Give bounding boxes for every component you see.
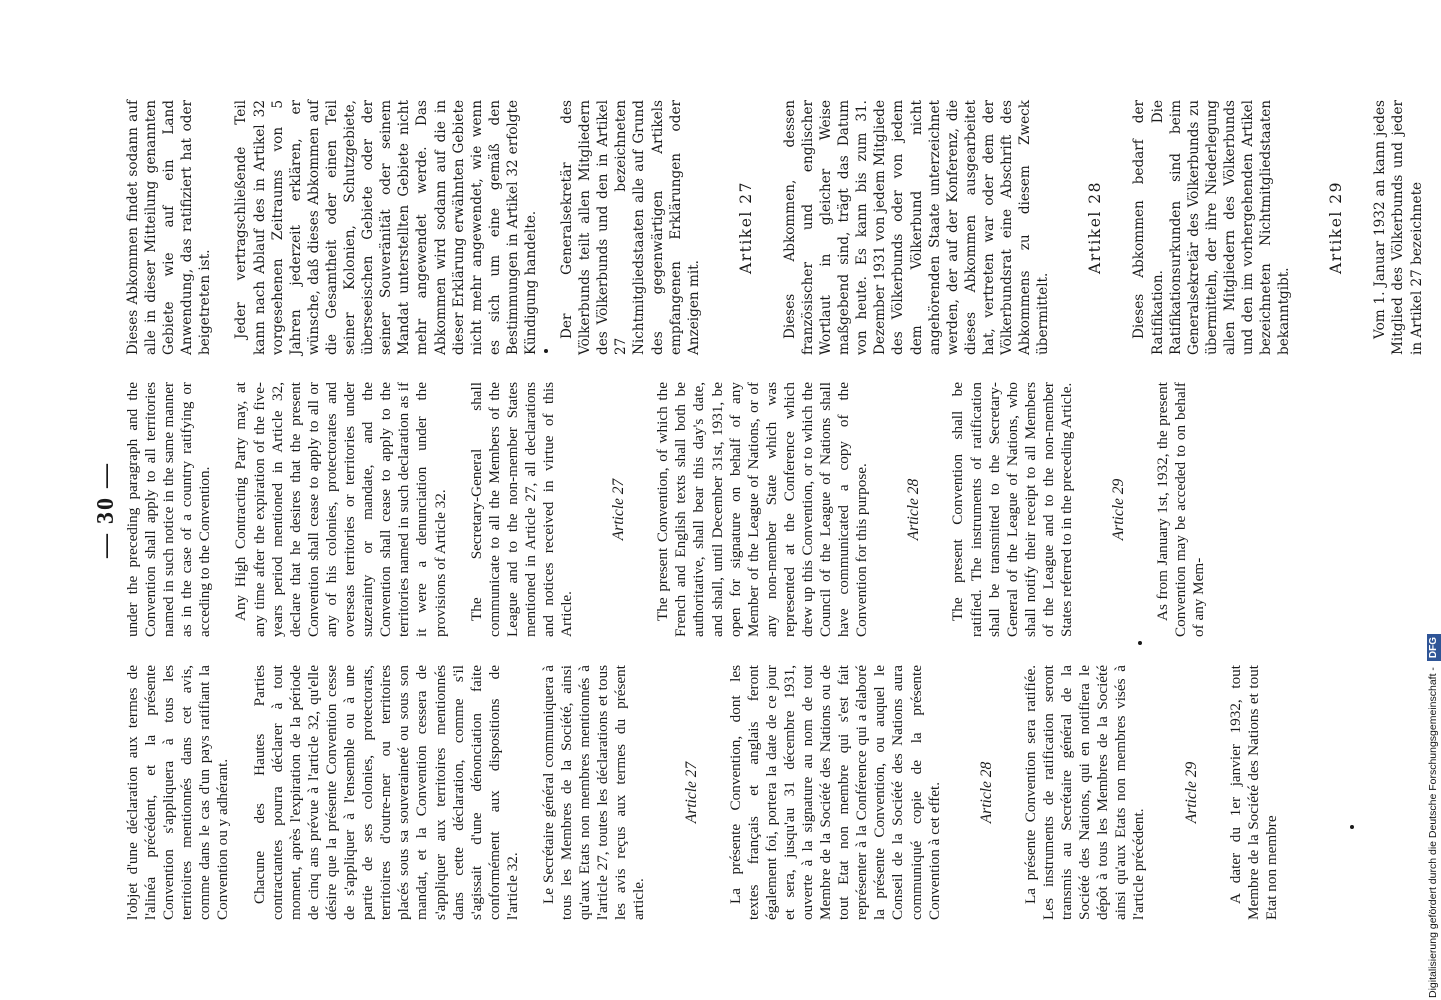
french-column bbox=[124, 665, 1294, 920]
watermark-text: Digitalisierung gefördert durch die Deutsche Forschungsgemeinschaft - bbox=[1427, 667, 1439, 998]
german-paragraph-2: Jeder vertragschließende Teil kann nach Ablauf des in Artikel 32 vorgesehenen Zeitraums von 5 Jahren jederzeit erklären, er wünsche, daß dieses Abkommen auf die Gesamtheit oder einen Teil seiner Kolonien, Schutzgebiete, überseeischen Gebiete oder der seiner Souveränität oder seinem Mandat unterstellten Gebiete nicht mehr angewendet werde. Das Abkommen wird sodann auf die in dieser Erklärung erwähnten Gebiete nicht mehr angewendet, wie wenn es sich um eine gemäß den Bestimmungen in Artikel 32 erfolgte Kündigung handelte. bbox=[233, 100, 539, 355]
page-number: — 30 — bbox=[93, 462, 119, 558]
german-column bbox=[124, 100, 1425, 355]
english-paragraph-3: The Secretary-General shall communicate to all the Members of the League and to the non-member States mentioned in Article 27, all declarations and notices received in virtue of this Article. bbox=[467, 382, 576, 637]
print-speck bbox=[544, 349, 548, 353]
german-article-27-text: Dieses Abkommen, dessen französischer und englischer Wortlaut in gleicher Weise maßgebend sind, trägt das Datum von heute. Es kann bis zum 31. Dezember 1931 von jedem Mitgliede des Völkerbunds oder von jedem dem Völkerbund nicht angehörenden Staate unterzeichnet werden, der auf der Konferenz, die dieses Abkommen ausgearbeitet hat, vertreten war oder dem der Völkerbundsrat eine Abschrift des Abkommens zu diesem Zweck übermittelt. bbox=[781, 100, 1052, 355]
german-paragraph-1: Dieses Abkommen findet sodann auf alle in dieser Mitteilung genannten Gebiete wie auf ein Land Anwendung, das ratifiziert hat oder beigetreten ist. bbox=[125, 100, 214, 355]
english-paragraph-1: under the preceding paragraph and the Convention shall apply to all territories named in such notice in the same manner as in the case of a country ratifying or acceding to the Convention. bbox=[124, 382, 214, 637]
german-article-29-heading: Artikel 29 bbox=[1327, 181, 1346, 274]
english-article-27-text: The present Convention, of which the French and English texts shall both be authoritative, shall bear this day's date, and shall, until December 31st, 1931, be open for signature on behalf of any Member of the League of Nations, or of any non-member State which was represented at the Conference which drew up this Convention, or to which the Council of the League of Nations shall have communicated a copy of the Convention for this purpose. bbox=[654, 382, 871, 637]
rotated-page bbox=[86, 100, 1425, 920]
french-article-27-text: La présente Convention, dont les textes français et anglais feront également foi, portera la date de ce jour et sera, jusqu'au 31 décembre 1931, ouverte à la signature au nom de tout Membre de la Société des Nations ou de tout Etat non membre qui s'est fait représenter à la Conférence qui a élaboré la présente Convention, ou auquel le Conseil de la Société des Nations aura communiqué copie de la présente Convention à cet effet. bbox=[726, 665, 943, 920]
french-article-28-text: La présente Convention sera ratifiée. Les instruments de ratification seront transmis au Secrétaire général de la Société des Nations, qui en notifiera le dépôt à tous les Membres de la Société ainsi qu'aux Etats non membres visés à l'article précédent. bbox=[1021, 665, 1148, 920]
french-paragraph-3: Le Secrétaire général communiquera à tous les Membres de la Société, ainsi qu'aux Etats non membres mentionnés à l'article 27, toutes les déclarations et tous les avis reçus aux termes du présent article. bbox=[539, 665, 648, 920]
english-article-27-heading: Article 27 bbox=[610, 478, 628, 541]
german-paragraph-3: Der Generalsekretär des Völkerbunds teilt allen Mitgliedern des Völkerbunds und den in Artikel 27 bezeichneten Nichtmitgliedstaaten alle auf Grund des gegenwärtigen Artikels empfangenen Erklärungen oder Anzeigen mit. bbox=[559, 100, 702, 355]
french-article-29-heading: Article 29 bbox=[1182, 761, 1200, 824]
german-article-28-text: Dieses Abkommen bedarf der Ratifikation. Die Ratifikationsurkunden sind beim Generalsekretär des Völkerbunds zu übermitteln, der ihre Niederlegung allen Mitgliedern des Völkerbunds und den im vorhergehenden Artikel bezeichneten Nichtmitgliedstaaten bekanntgibt. bbox=[1131, 100, 1293, 355]
french-paragraph-2: Chacune des Hautes Parties contractantes pourra déclarer à tout moment, après l'expiration de la période de cinq ans prévue à l'article 32, qu'elle désire que la présente Convention cesse de s'appliquer à l'ensemble ou à une partie de ses colonies, protectorats, territoires d'outre-mer ou territoires placés sous sa souveraineté ou sous son mandat, et la Convention cessera de s'appliquer aux territoires mentionnés dans cette déclaration, comme s'il s'agissait d'une dénonciation faite conformément aux dispositions de l'article 32. bbox=[250, 665, 521, 920]
french-paragraph-1: l'objet d'une déclaration aux termes de l'alinéa précédent, et la présente Convention s'appliquera à tous les territoires mentionnés dans cet avis, comme dans le cas d'un pays ratifiant la Convention ou y adhérant. bbox=[124, 665, 232, 920]
english-article-28-heading: Article 28 bbox=[905, 478, 923, 541]
french-article-28-heading: Article 28 bbox=[977, 761, 995, 824]
english-article-28-text: The present Convention shall be ratified. The instruments of ratification shall be transmitted to the Secretary-General of the League of Nations, who shall notify their receipt to all Members of the League and to the non-member States referred to in the preceding Article. bbox=[949, 382, 1076, 637]
german-article-29-text: Vom 1. Januar 1932 an kann jedes Mitglied des Völkerbunds und jeder in Artikel 27 bezeichnete bbox=[1372, 100, 1425, 355]
print-speck bbox=[1138, 641, 1142, 645]
german-article-27-heading: Artikel 27 bbox=[736, 181, 755, 274]
dfg-logo: DFG bbox=[1427, 634, 1441, 661]
text-columns bbox=[124, 100, 1425, 920]
german-article-28-heading: Artikel 28 bbox=[1086, 181, 1105, 274]
english-paragraph-2: Any High Contracting Party may, at any time after the expiration of the five-years period mentioned in Article 32, declare that he desires that the present Convention shall cease to apply to all or any of his colonies, protectorates and overseas territories or territories under suzerainty or mandate, and the Convention shall cease to apply to the territories named in such declaration as if it were a denunciation under the provisions of Article 32. bbox=[232, 382, 449, 637]
english-article-29-heading: Article 29 bbox=[1110, 478, 1128, 541]
english-article-29-text: As from January 1st, 1932, the present Convention may be acceded to on behalf of any Mem- bbox=[1154, 382, 1208, 637]
english-column bbox=[124, 382, 1294, 637]
french-article-29-text: A dater du 1er janvier 1932, tout Membre de la Société des Nations et tout Etat non membre bbox=[1226, 665, 1280, 920]
print-speck bbox=[1350, 825, 1354, 829]
french-article-27-heading: Article 27 bbox=[682, 761, 700, 824]
digitization-watermark bbox=[1426, 634, 1441, 998]
